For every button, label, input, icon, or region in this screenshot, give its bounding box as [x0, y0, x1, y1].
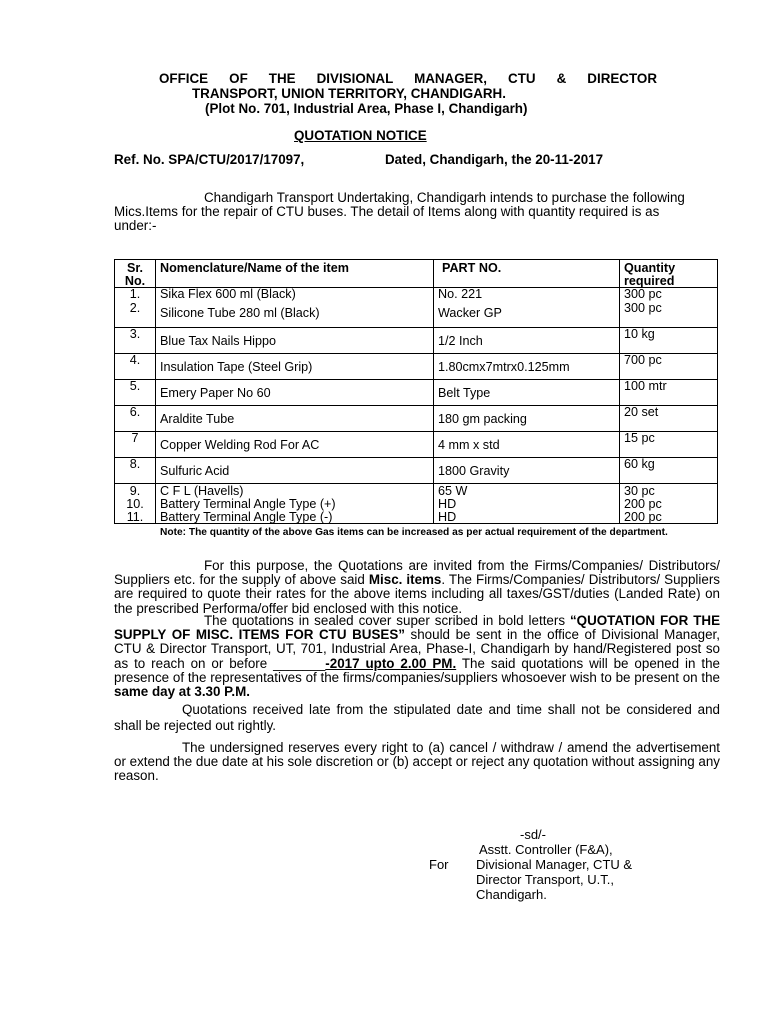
row-item-name: Sulfuric Acid [160, 464, 230, 478]
row-quantity: 200 pc [624, 497, 662, 511]
row-sr: 6. [129, 405, 141, 419]
row-quantity: 300 pc [624, 287, 662, 301]
row-part-no: 65 W [438, 484, 468, 498]
header-sr-line2: No. [124, 274, 146, 288]
header-quantity-line1: Quantity [624, 261, 676, 275]
signature-sd: -sd/- [520, 827, 546, 842]
row-sr: 2. [129, 301, 141, 315]
header-part-no: PART NO. [442, 261, 502, 275]
row-sr: 7 [131, 431, 139, 445]
signature-line2: Divisional Manager, CTU & [476, 857, 633, 872]
reference-number: Ref. No. SPA/CTU/2017/17097, [114, 152, 305, 167]
row-part-no: 4 mm x std [438, 438, 500, 452]
intro-paragraph: Chandigarh Transport Undertaking, Chandigarh intends to purchase the following Mics.Items for the repair of CTU buses. The detail of Items along with quantity required is as under:- [114, 190, 685, 234]
row-sr: 3. [129, 327, 141, 341]
row-quantity: 300 pc [624, 301, 662, 315]
row-quantity: 20 set [624, 405, 659, 419]
row-quantity: 10 kg [624, 327, 655, 341]
row-part-no: Belt Type [438, 386, 491, 400]
row-sr: 8. [129, 457, 141, 471]
submission-paragraph: The quotations in sealed cover super scribed in bold letters “QUOTATION FOR THE SUPPLY OF MISC. ITEMS FOR CTU BUSES” should be sent in the office of Divisional Manager, CTU & Director Transport, UT, 701, Industrial Area, Phase-I, Chandigarh by hand/Registered post so as to reach on or before _______-2017 upto 2.00 PM. The said quotations will be opened in the presence of the representatives of the firms/companies/suppliers whosoever wish to be present on the same day at 3.30 P.M. [114, 613, 720, 700]
office-header-line2: TRANSPORT, UNION TERRITORY, CHANDIGARH. [192, 86, 506, 101]
row-item-name: Emery Paper No 60 [160, 386, 271, 400]
signature-title: Asstt. Controller (F&A), [479, 842, 613, 857]
row-item-name: Araldite Tube [160, 412, 235, 426]
row-item-name: Insulation Tape (Steel Grip) [160, 360, 313, 374]
row-item-name: Copper Welding Rod For AC [160, 438, 320, 452]
signature-for: For [429, 857, 449, 872]
row-item-name: C F L (Havells) [160, 484, 244, 498]
row-quantity: 200 pc [624, 510, 662, 524]
table-note: Note: The quantity of the above Gas items can be increased as per actual requirement of the department. [160, 527, 668, 538]
row-item-name: Sika Flex 600 ml (Black) [160, 287, 296, 301]
signature-line4: Chandigarh. [476, 887, 547, 902]
row-part-no: Wacker GP [438, 306, 502, 320]
rights-reserved-paragraph: The undersigned reserves every right to (a) cancel / withdraw / amend the advertisement or extend the due date at his sole discretion or (b) accept or reject any quotation without assigning any reason. [114, 740, 720, 784]
header-item-name: Nomenclature/Name of the item [160, 261, 349, 275]
row-quantity: 30 pc [624, 484, 655, 498]
office-header-line3: (Plot No. 701, Industrial Area, Phase I, Chandigarh) [205, 101, 528, 116]
header-sr-line1: Sr. [126, 261, 144, 275]
signature-line3: Director Transport, U.T., [476, 872, 614, 887]
row-quantity: 15 pc [624, 431, 655, 445]
row-item-name: Silicone Tube 280 ml (Black) [160, 306, 320, 320]
row-quantity: 100 mtr [624, 379, 667, 393]
row-sr: 11. [126, 510, 144, 524]
row-sr: 10. [126, 497, 144, 511]
row-part-no: HD [438, 497, 457, 511]
row-sr: 1. [129, 287, 141, 301]
row-part-no: 1800 Gravity [438, 464, 510, 478]
row-sr: 4. [129, 353, 141, 367]
office-header-line1: OFFICE OF THE DIVISIONAL MANAGER, CTU & DIRECTOR [159, 71, 657, 86]
row-part-no: 1.80cmx7mtrx0.125mm [438, 360, 570, 374]
row-sr: 5. [129, 379, 141, 393]
notice-title: QUOTATION NOTICE [294, 128, 427, 143]
late-quotation-paragraph: Quotations received late from the stipulated date and time shall not be considered and shall be rejected out rightly. [114, 702, 720, 733]
invitation-paragraph: For this purpose, the Quotations are invited from the Firms/Companies/ Distributors/ Suppliers etc. for the supply of above said Misc. items. The Firms/Companies/ Distributors/ Suppliers are required to quote their rates for the above items including all taxes/GST/duties (Landed Rate) on the prescribed Performa/offer bid enclosed with this notice. [114, 558, 720, 616]
items-table [114, 259, 718, 524]
row-quantity: 60 kg [624, 457, 655, 471]
row-item-name: Battery Terminal Angle Type (+) [160, 497, 336, 511]
row-sr: 9. [129, 484, 141, 498]
notice-date: Dated, Chandigarh, the 20-11-2017 [385, 152, 604, 167]
header-quantity-line2: required [624, 274, 675, 288]
row-part-no: HD [438, 510, 457, 524]
row-item-name: Battery Terminal Angle Type (-) [160, 510, 333, 524]
row-part-no: 180 gm packing [438, 412, 527, 426]
row-part-no: 1/2 Inch [438, 334, 483, 348]
row-part-no: No. 221 [438, 287, 483, 301]
row-quantity: 700 pc [624, 353, 662, 367]
row-item-name: Blue Tax Nails Hippo [160, 334, 276, 348]
